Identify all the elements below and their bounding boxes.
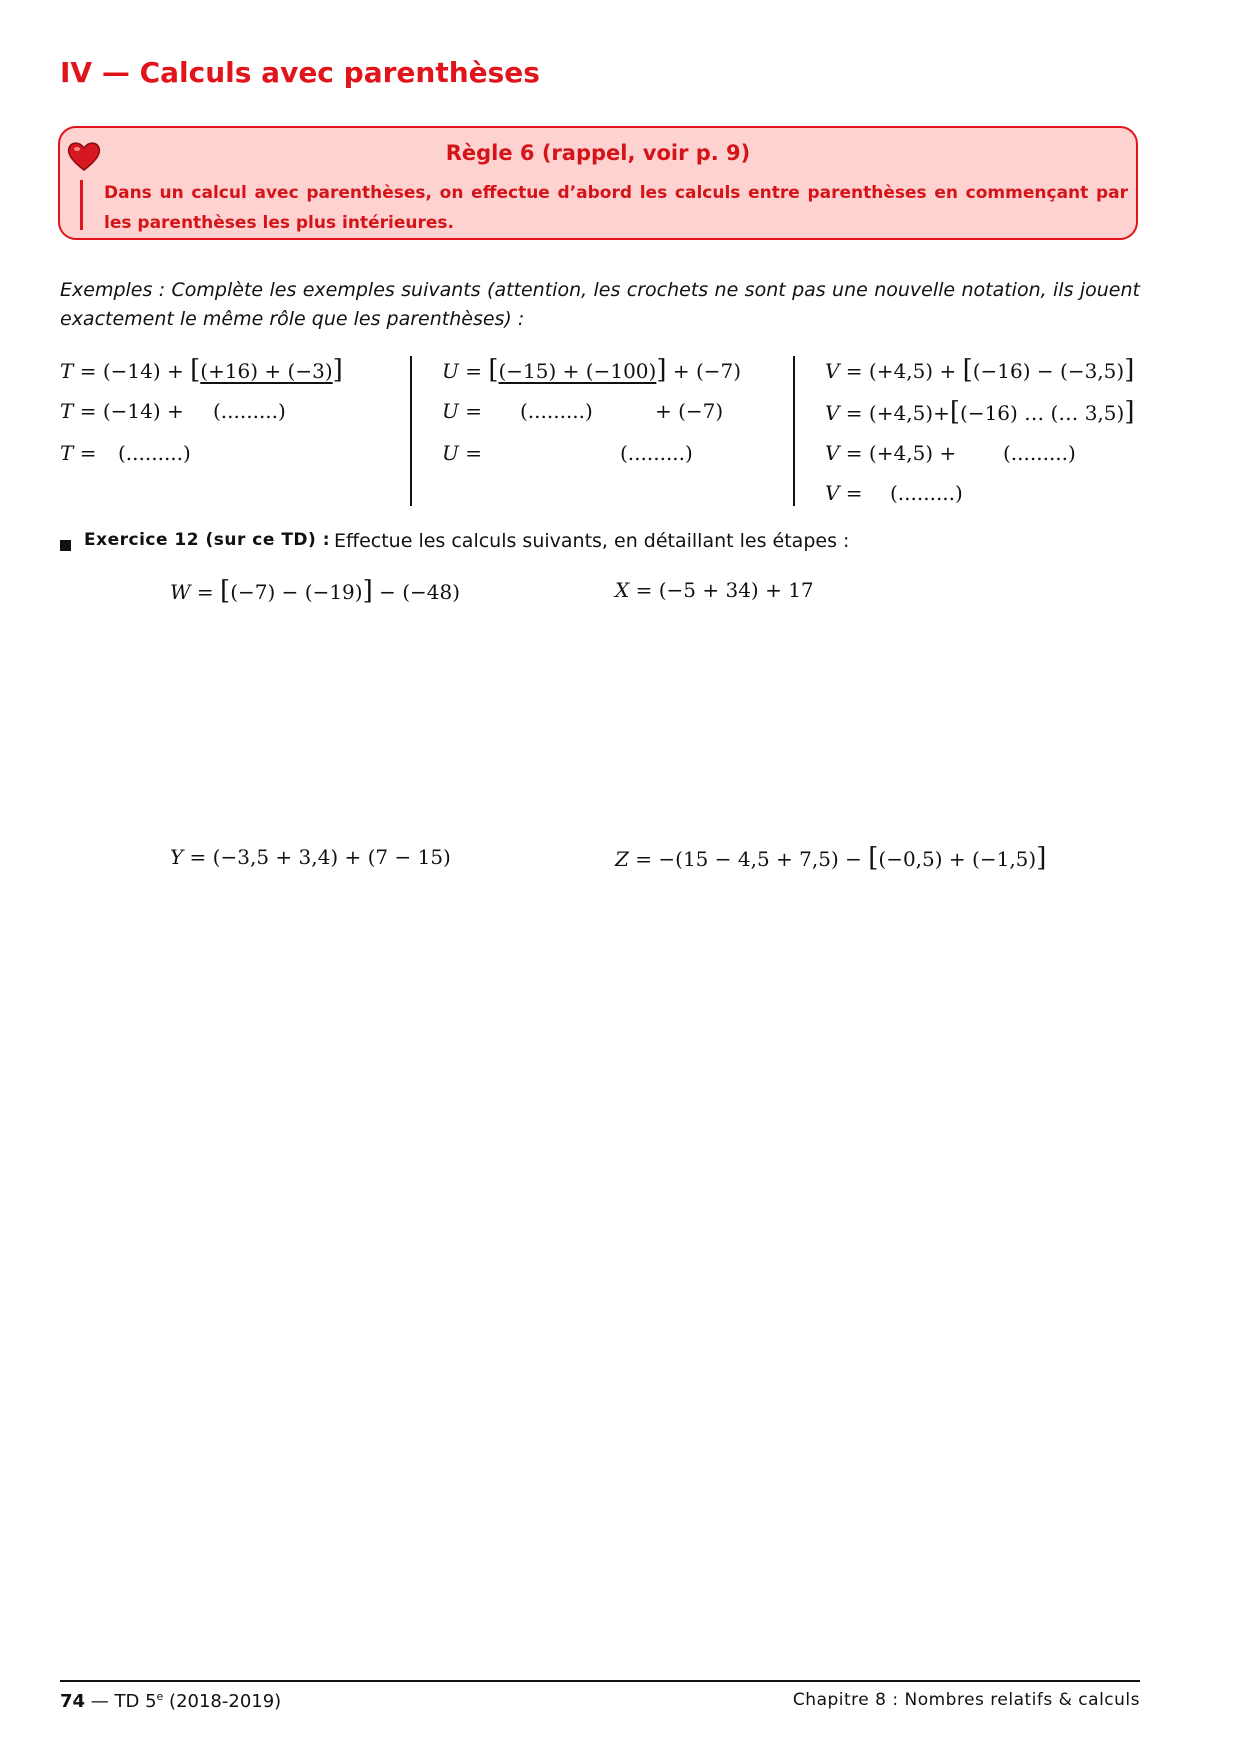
example-u-line-2-tail: + (−7): [655, 399, 724, 423]
column-separator: [793, 356, 795, 506]
example-v-line-1: V = (+4,5) + [(−16) − (−3,5)]: [825, 355, 1135, 385]
exercise-label: Exercice 12 (sur ce TD) :: [84, 530, 331, 550]
bullet-square-icon: [60, 540, 71, 551]
example-v-answer-slot: (.........): [1003, 441, 1076, 465]
example-t-line-1: T = (−14) + [(+16) + (−3)]: [60, 355, 343, 385]
example-u-line-3: U =: [442, 441, 482, 465]
example-u-answer-slot: (.........): [620, 441, 693, 465]
example-u-line-2: U =: [442, 399, 482, 423]
exercise-z-expression: Z = −(15 − 4,5 + 7,5) − [(−0,5) + (−1,5)]: [615, 843, 1047, 873]
exercise-instruction: Effectue les calculs suivants, en détaillant les étapes :: [334, 530, 850, 552]
example-v-answer-slot: (.........): [890, 481, 963, 505]
examples-intro: Exemples : Complète les exemples suivants (attention, les crochets ne sont pas une nouvelle notation, ils jouent exactement le même rôle que les parenthèses) :: [60, 279, 1140, 330]
example-v-line-4: V =: [825, 481, 863, 505]
exercise-x-expression: X = (−5 + 34) + 17: [615, 578, 814, 602]
rule-text: Dans un calcul avec parenthèses, on effectue d’abord les calculs entre parenthèses en commençant par les parenthèses les plus intérieures.: [104, 183, 1128, 233]
example-v-line-3: V = (+4,5) +: [825, 441, 957, 465]
footer-rule: [60, 1680, 1140, 1682]
footer-chapter: Chapitre 8 : Nombres relatifs & calculs: [792, 1690, 1140, 1710]
example-t-answer-slot: (.........): [213, 399, 286, 423]
example-u-answer-slot: (.........): [520, 399, 593, 423]
example-t-answer-slot: (.........): [118, 441, 191, 465]
section-title: IV — Calculs avec parenthèses: [60, 56, 540, 89]
footer-page-info: 74 — TD 5e (2018-2019): [60, 1690, 282, 1712]
exercise-y-expression: Y = (−3,5 + 3,4) + (7 − 15): [170, 845, 451, 869]
exercise-w-expression: W = [(−7) − (−19)] − (−48): [170, 576, 461, 606]
example-u-line-1: U = [(−15) + (−100)] + (−7): [442, 355, 742, 385]
page-number: 74: [60, 1691, 86, 1712]
example-v-line-2: V = (+4,5)+[(−16) … (… 3,5)]: [825, 397, 1135, 427]
example-t-line-3: T =: [60, 441, 97, 465]
example-t-line-2: T = (−14) +: [60, 399, 184, 423]
column-separator: [410, 356, 412, 506]
rule-bar: [80, 180, 83, 230]
rule-title: Règle 6 (rappel, voir p. 9): [445, 141, 751, 165]
